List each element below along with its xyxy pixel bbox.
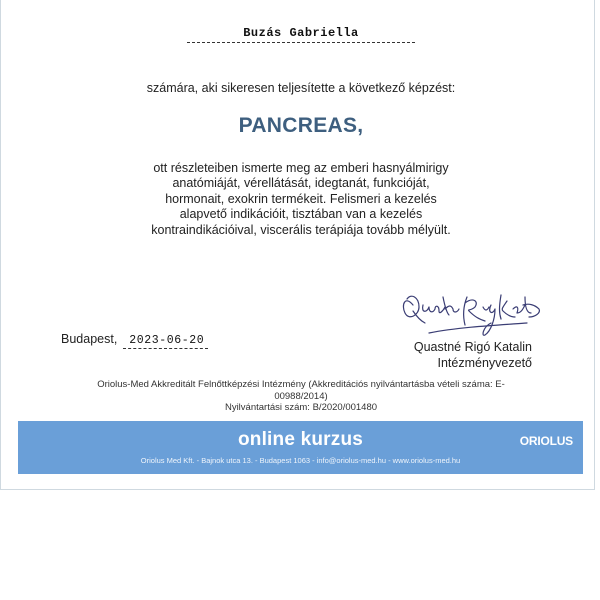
- banner-title: online kurzus: [237, 429, 364, 450]
- accreditation-line-1: Oriolus-Med Akkreditált Felnőttképzési Intézmény (Akkreditációs nyilvántartásba vételi száma: E-00988/2014): [97, 379, 505, 402]
- oriolus-logo: ORIOLUS: [519, 434, 573, 448]
- banner-contact-info: Oriolus Med Kft. - Bajnok utca 13. - Budapest 1063 - info@oriolus-med.hu - www.oriolus-med.hu: [140, 456, 461, 465]
- handwritten-signature: [399, 283, 547, 341]
- accreditation-info: [97, 379, 505, 414]
- intro-text: számára, aki sikeresen teljesítette a következő képzést:: [146, 81, 456, 95]
- recipient-name: Buzás Gabriella: [187, 26, 415, 43]
- accreditation-line-2: Nyilvántartási szám: B/2020/001480: [224, 402, 378, 413]
- issue-place: Budapest,: [61, 332, 118, 346]
- signer-block: [414, 340, 532, 371]
- issue-date: 2023-06-20: [123, 334, 208, 349]
- course-title: PANCREAS,: [238, 114, 364, 137]
- place-date: [61, 332, 208, 349]
- signer-name: Quastné Rigó Katalin: [413, 340, 532, 354]
- signer-role: Intézményvezető: [437, 355, 532, 370]
- course-description: ott részleteiben ismerte meg az emberi hasnyálmirigy anatómiáját, vérellátását, idegtanát, funkcióját, hormonait, exokrin termékeit. Felismeri a kezelés alapvető indikációit, tisztában van a kezelés kontraindikációival, viscerális terápiája tovább mélyült.: [151, 161, 451, 237]
- footer-banner: [18, 421, 583, 474]
